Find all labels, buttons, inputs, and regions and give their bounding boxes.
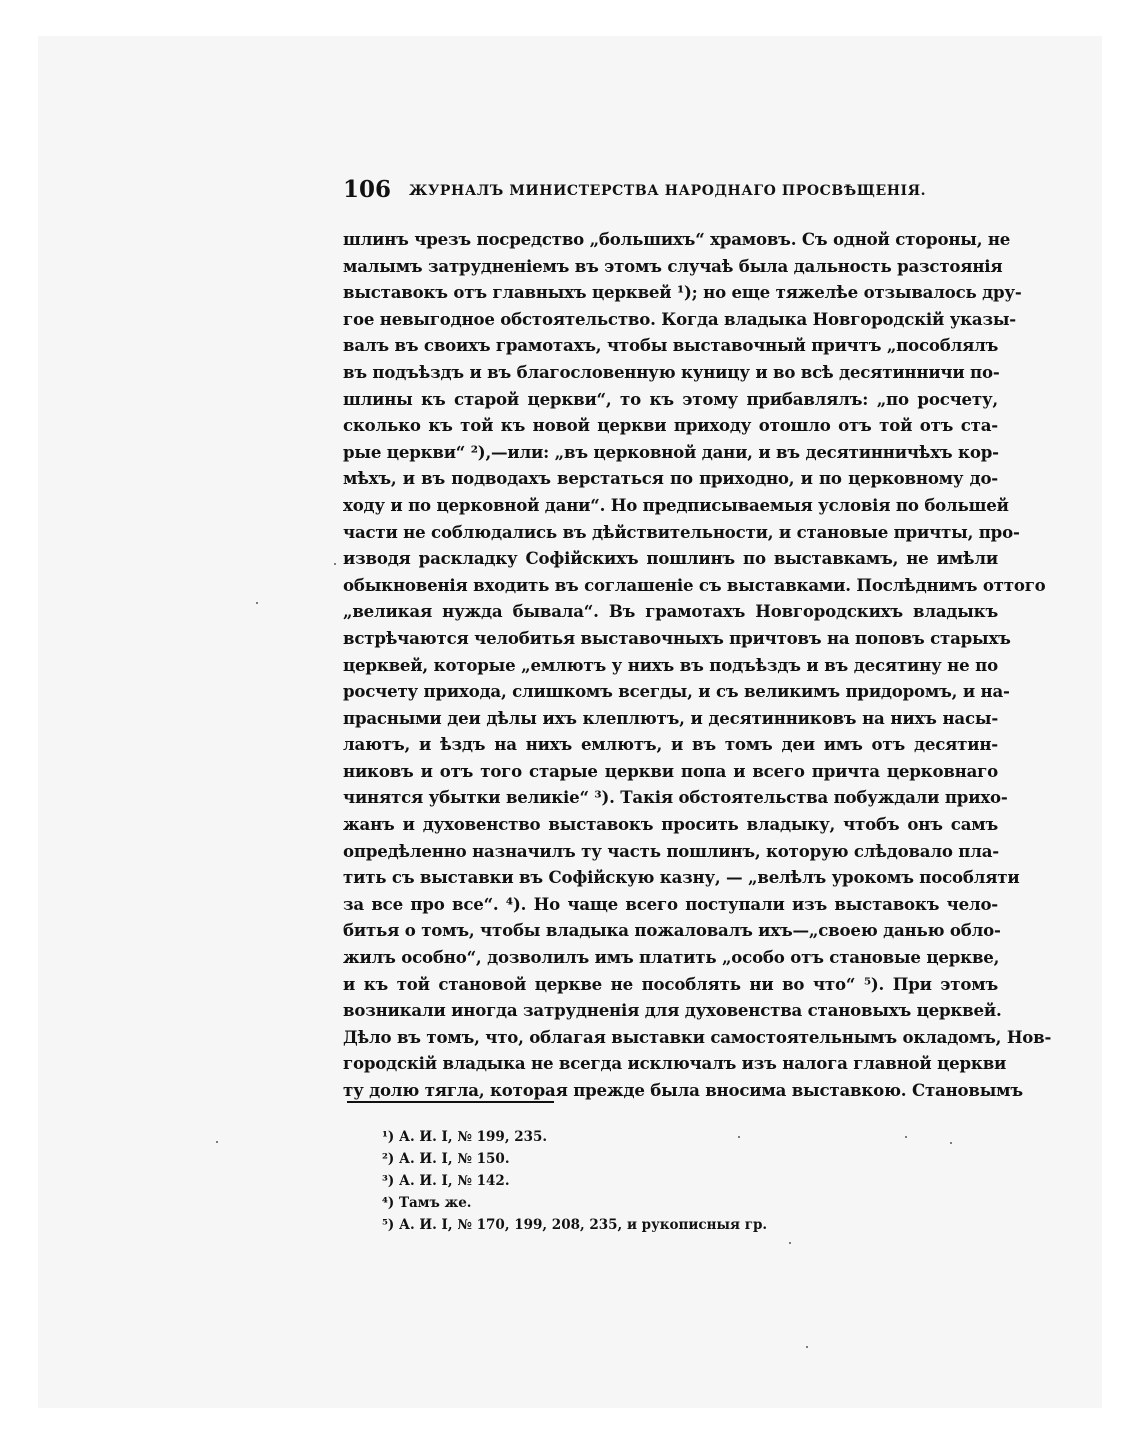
text-line: возникали иногда затрудненія для духовенства становыхъ церквей. <box>343 1000 1002 1021</box>
text-line: малымъ затрудненіемъ въ этомъ случаѣ была дальность разстоянія <box>343 255 1003 276</box>
text-line: опредѣленно назначилъ ту часть пошлинъ, которую слѣдовало пла- <box>343 840 999 861</box>
scan-speck <box>256 602 258 604</box>
text-line: „великая нужда бывала“. Въ грамотахъ Новгородскихъ владыкъ <box>343 601 998 622</box>
text-line: чинятся убытки великіе“ ³). Такія обстоятельства побуждали прихо- <box>343 787 1008 808</box>
text-line: шлинъ чрезъ посредство „большихъ“ храмовъ. Съ одной стороны, не <box>343 229 1011 249</box>
scan-speck <box>950 1142 952 1144</box>
footnote: ⁴) Тамъ же. <box>382 1195 472 1211</box>
page-number: 106 <box>343 176 392 203</box>
text-line: валъ въ своихъ грамотахъ, чтобы выставочный причтъ „пособлялъ <box>343 335 999 356</box>
scan-speck <box>905 1136 907 1138</box>
text-line: шлины къ старой церкви“, то къ этому прибавлялъ: „по росчету, <box>343 388 998 409</box>
text-line: битья о томъ, чтобы владыка пожаловалъ ихъ—„своею данью обло- <box>343 920 1001 941</box>
text-line: тить съ выставки въ Софійскую казну, — „велѣлъ урокомъ пособляти <box>343 867 1020 888</box>
text-line: ходу и по церковной дани“. Но предписываемыя условія по большей <box>343 494 1009 515</box>
running-head: ЖУРНАЛЪ МИНИСТЕРСТВА НАРОДНАГО ПРОСВѢЩЕНІЯ. <box>409 183 927 199</box>
scan-speck <box>334 563 336 565</box>
text-line: никовъ и отъ того старые церкви попа и всего причта церковнаго <box>343 760 998 781</box>
footnotes <box>382 1126 882 1236</box>
text-line: росчету прихода, слишкомъ всегды, и съ великимъ придоромъ, и на- <box>343 681 1010 702</box>
text-line: ту долю тягла, которая прежде была вносима выставкою. Становымъ <box>343 1080 1023 1100</box>
text-line: за все про все“. ⁴). Но чаще всего поступали изъ выставокъ чело- <box>343 893 998 914</box>
scan-speck <box>806 1346 808 1348</box>
text-line: мѣхъ, и въ подводахъ верстаться по приходно, и по церковному до- <box>343 468 998 489</box>
text-line: части не соблюдались въ дѣйствительности, и становые причты, про- <box>343 521 1020 542</box>
text-line: жилъ особно“, дозволилъ имъ платить „особо отъ становые церкве, <box>343 947 1000 968</box>
text-line: встрѣчаются челобитья выставочныхъ причтовъ на поповъ старыхъ <box>343 627 1011 648</box>
text-line: Дѣло въ томъ, что, облагая выставки самостоятельнымъ окладомъ, Нов- <box>343 1026 1052 1047</box>
text-line: городскій владыка не всегда исключалъ изъ налога главной церкви <box>343 1053 1007 1074</box>
scan-speck <box>789 1242 791 1244</box>
scan-speck <box>738 1136 740 1138</box>
footnote: ¹) А. И. I, № 199, 235. <box>382 1129 548 1145</box>
footnote: ³) А. И. I, № 142. <box>382 1173 510 1189</box>
text-line: изводя раскладку Софійскихъ пошлинъ по выставкамъ, не имѣли <box>343 548 998 569</box>
text-line: прасными деи дѣлы ихъ клеплютъ, и десятинниковъ на нихъ насы- <box>343 707 998 728</box>
text-line: рые церкви“ ²),—или: „въ церковной дани, и въ десятинничѣхъ кор- <box>343 441 999 462</box>
text-line: сколько къ той къ новой церкви приходу отошло отъ той отъ ста- <box>343 415 998 436</box>
footnote: ⁵) А. И. I, № 170, 199, 208, 235, и рукописныя гр. <box>382 1217 768 1233</box>
scan-speck <box>216 1141 218 1143</box>
text-line: и къ той становой церкве не пособлять ни во что“ ⁵). При этомъ <box>343 973 998 994</box>
footnote-rule <box>347 1101 554 1103</box>
text-line: выставокъ отъ главныхъ церквей ¹); но еще тяжелѣе отзывалось дру- <box>343 282 1022 303</box>
page-header <box>343 176 998 206</box>
body-text <box>343 226 1052 1104</box>
text-line: жанъ и духовенство выставокъ просить владыку, чтобъ онъ самъ <box>343 814 998 835</box>
text-line: лаютъ, и ѣздъ на нихъ емлютъ, и въ томъ деи имъ отъ десятин- <box>343 734 998 755</box>
text-line: гое невыгодное обстоятельство. Когда владыка Новгородскій указы- <box>343 308 1016 329</box>
text-line: обыкновенія входить въ соглашеніе съ выставками. Послѣднимъ оттого <box>343 574 1046 595</box>
footnote: ²) А. И. I, № 150. <box>382 1151 510 1167</box>
text-line: въ подъѣздъ и въ благословенную куницу и во всѣ десятинничи по- <box>343 361 1000 382</box>
text-line: церквей, которые „емлютъ у нихъ въ подъѣздъ и въ десятину не по <box>343 654 998 675</box>
